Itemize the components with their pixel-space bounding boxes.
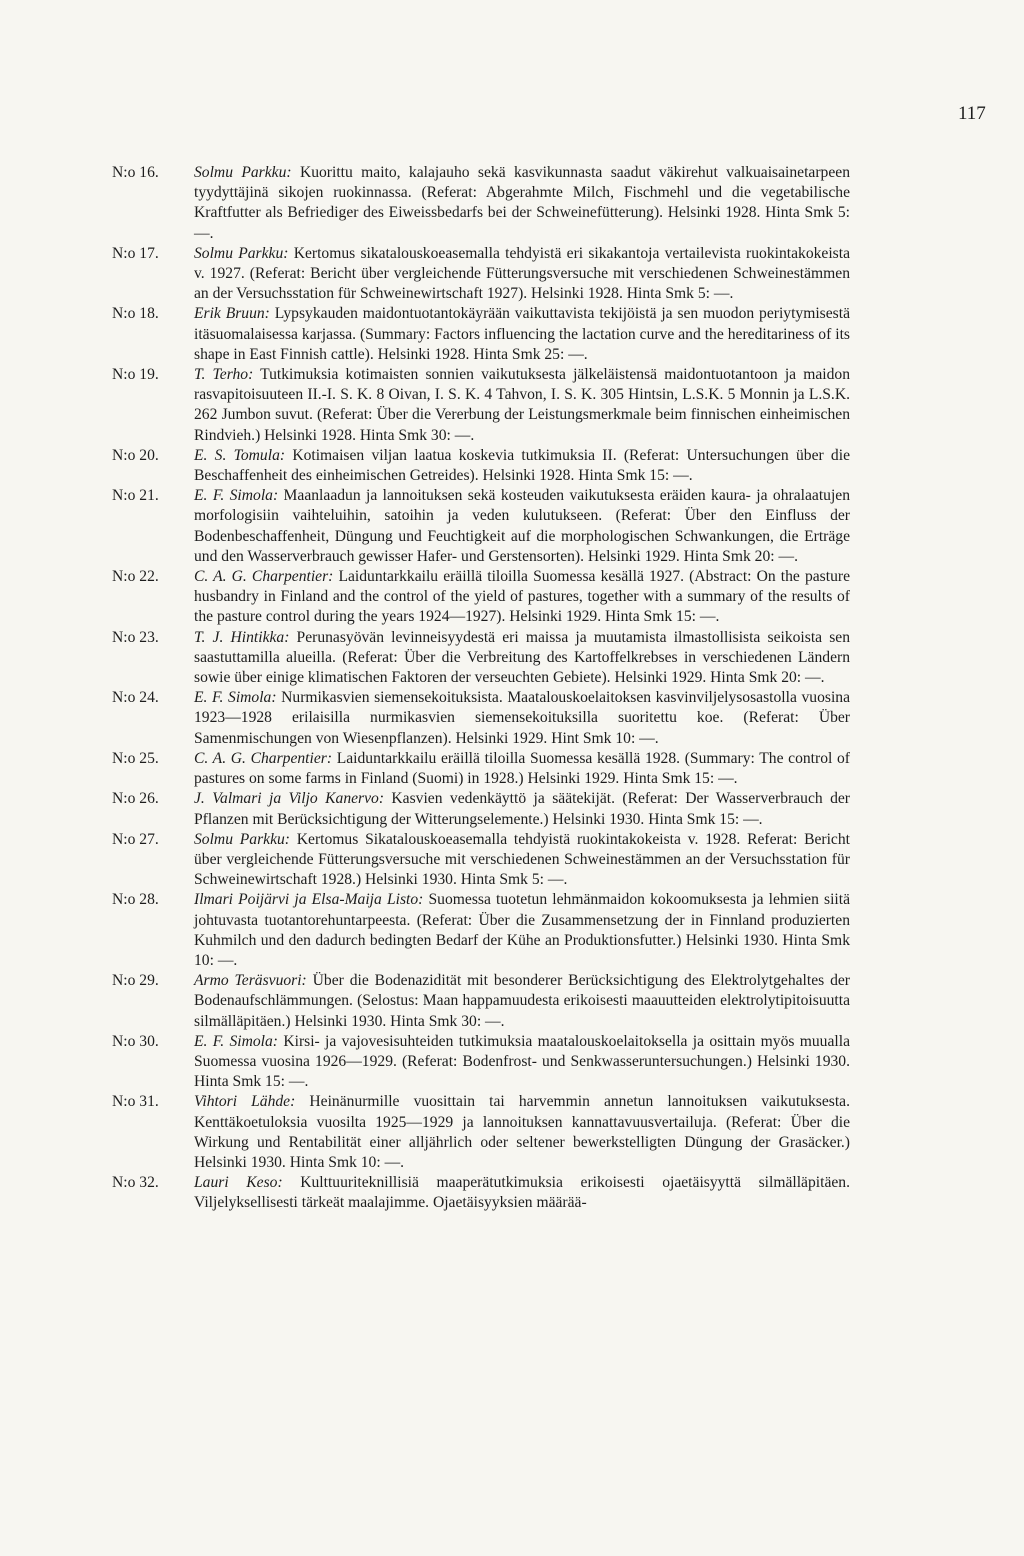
entry-description: Kirsi- ja vajovesisuhteiden tutkimuksia maatalouskoelaitoksella ja osittain myös muualla Suomessa vuosina 1926—1929. (Referat: Bodenfrost- und Senkwasseruntersuchungen.) Helsinki 1930. Hinta Smk 15: —. bbox=[194, 1032, 850, 1091]
entry-list bbox=[112, 163, 850, 1214]
entry-text bbox=[194, 830, 850, 891]
entry-author: Erik Bruun: bbox=[194, 305, 270, 323]
list-item bbox=[112, 163, 850, 244]
entry-author: Ilmari Poijärvi ja Elsa-Maija Listo: bbox=[194, 891, 424, 909]
entry-number: N:o 21. bbox=[112, 487, 159, 505]
entry-author: E. S. Tomula: bbox=[194, 446, 286, 464]
list-item bbox=[112, 486, 850, 567]
list-item bbox=[112, 789, 850, 829]
entry-description: Lypsykauden maidontuotantokäyrään vaikuttavista tekijöistä ja sen muodon periytymisestä itäsuomalaisessa karjassa. (Summary: Factors influencing the lactation curve and the hereditariness of its shape in East Finnish cattle). Helsinki 1928. Hinta Smk 25: —. bbox=[194, 305, 850, 363]
list-item bbox=[112, 304, 850, 365]
list-item bbox=[112, 688, 850, 749]
entry-number: N:o 29. bbox=[112, 972, 159, 990]
entry-number: N:o 27. bbox=[112, 830, 159, 848]
list-item bbox=[112, 628, 850, 689]
entry-text bbox=[194, 486, 850, 567]
entry-description: Kotimaisen viljan laatua koskevia tutkimuksia II. (Referat: Untersuchungen über die Beschaffenheit des einheimischen Getreides). Helsinki 1928. Hinta Smk 15: —. bbox=[194, 446, 850, 485]
entry-description: Kulttuuriteknillisiä maaperätutkimuksia erikoisesti ojaetäisyyttä silmälläpitäen. Viljelyksellisesti tärkeät maalajimme. Ojaetäisyyksien määrää- bbox=[194, 1174, 850, 1212]
entry-description: Laiduntarkkailu eräillä tiloilla Suomessa kesällä 1928. (Summary: The control of pastures on some farms in Finland (Suomi) in 1928.) Helsinki 1929. Hinta Smk 15: —. bbox=[194, 749, 850, 788]
list-item bbox=[112, 749, 850, 789]
entry-description: Kertomus Sikatalouskoeasemalla tehdyistä ruokintakokeista v. 1928. Referat: Bericht über vergleichende Fütterungsversuche mit verschiedenen Schweinestämmen an der Versuchsstation für Schweinewirtschaft 1928.) Helsinki 1930. Hinta Smk 5: —. bbox=[194, 830, 850, 889]
entry-number: N:o 31. bbox=[112, 1093, 159, 1111]
entry-number: N:o 25. bbox=[112, 749, 159, 767]
entry-text bbox=[194, 1092, 850, 1173]
entry-number: N:o 18. bbox=[112, 305, 159, 323]
entry-author: E. F. Simola: bbox=[194, 689, 277, 707]
entry-number: N:o 24. bbox=[112, 689, 159, 707]
entry-description: Kertomus sikatalouskoeasemalla tehdyistä eri sikakantoja vertailevista ruokintakokeista v. 1927. (Referat: Bericht über vergleichende Fütterungsversuche mit verschiedenen Schweinestämmen an der Versuchsstation für Schweinewirtschaft 1927). Helsinki 1928. Hinta Smk 5: —. bbox=[194, 244, 850, 303]
list-item bbox=[112, 244, 850, 305]
entry-text bbox=[194, 789, 850, 829]
list-item bbox=[112, 1173, 850, 1213]
list-item bbox=[112, 1092, 850, 1173]
entry-text bbox=[194, 567, 850, 628]
entry-text bbox=[194, 890, 850, 971]
entry-number: N:o 17. bbox=[112, 244, 159, 262]
entry-description: Laiduntarkkailu eräillä tiloilla Suomessa kesällä 1927. (Abstract: On the pasture husbandry in Finland and the control of the yield of pastures, together with a summary of the results of the pasture control during the years 1924—1927). Helsinki 1929. Hinta Smk 15: —. bbox=[194, 568, 850, 626]
entry-description: Kasvien vedenkäyttö ja säätekijät. (Referat: Der Wasserverbrauch der Pflanzen mit Berücksichtigung der Witterungselemente.) Helsinki 1930. Hinta Smk 15: —. bbox=[194, 790, 850, 828]
entry-number: N:o 30. bbox=[112, 1032, 159, 1050]
entry-description: Kuorittu maito, kalajauho sekä kasvikunnasta saadut väkirehut valkuaisainetarpeen tyydyttäjinä sikojen ruokinnassa. (Referat: Abgerahmte Milch, Fischmehl und die vegetabilische Kraftfutter als Befriediger des Eiweissbedarfs bei der Schweinefütterung). Helsinki 1928. Hinta Smk 5: —. bbox=[194, 164, 850, 242]
entry-description: Tutkimuksia kotimaisten sonnien vaikutuksesta jälkeläistensä maidontuotantoon ja maidon rasvapitoisuuteen II.-I. S. K. 8 Oivan, I. S. K. 4 Tahvon, I. S. K. 305 Hintsin, L.S.K. 5 Monnin ja L.S.K. 262 Jumbon suvut. (Referat: Über die Vererbung der Leistungsmerkmale beim finnischen einheimischen Rindvieh.) Helsinki 1928. Hinta Smk 30: —. bbox=[194, 366, 850, 444]
list-item bbox=[112, 830, 850, 891]
entry-author: Solmu Parkku: bbox=[194, 164, 292, 181]
entry-description: Perunasyövän levinneisyydestä eri maissa ja muutamista ilmastollisista seikoista sen saastuttamilla alueilla. (Referat: Über die Verbreitung des Kartoffelkrebses in verschiedenen Ländern sowie über einige klimatischen Faktoren der verseuchten Gebiete). Helsinki 1929. Hinta Smk 20: —. bbox=[194, 628, 850, 687]
entry-text bbox=[194, 749, 850, 789]
list-item bbox=[112, 446, 850, 486]
entry-author: T. Terho: bbox=[194, 366, 254, 384]
entry-author: T. J. Hintikka: bbox=[194, 628, 290, 646]
entry-text bbox=[194, 304, 850, 365]
entry-description: Über die Bodenazidität mit besonderer Berücksichtigung des Elektrolytgehaltes der Bodenaufschlämmungen. (Selostus: Maan happamuudesta erikoisesti maauutteiden elektrolytipitoisuutta silmälläpitäen.) Helsinki 1930. Hinta Smk 30: —. bbox=[194, 972, 850, 1030]
entry-text bbox=[194, 446, 850, 486]
entry-number: N:o 26. bbox=[112, 790, 159, 808]
entry-number: N:o 32. bbox=[112, 1174, 159, 1192]
entry-text bbox=[194, 1032, 850, 1093]
entry-text bbox=[194, 163, 850, 244]
entry-text bbox=[194, 365, 850, 446]
entry-number: N:o 20. bbox=[112, 446, 159, 464]
entry-author: Solmu Parkku: bbox=[194, 244, 289, 262]
entry-author: E. F. Simola: bbox=[194, 487, 279, 505]
list-item bbox=[112, 365, 850, 446]
entry-description: Nurmikasvien siemensekoituksista. Maatalouskoelaitoksen kasvinviljelysosastolla vuosina 1923—1928 erilaisilla nurmikasvien siemensekoituksilla suoritettu koe. (Referat: Über Samenmischungen von Wiesenpflanzen). Helsinki 1929. Hint Smk 10: —. bbox=[194, 689, 850, 747]
entry-author: Solmu Parkku: bbox=[194, 830, 290, 848]
entry-number: N:o 22. bbox=[112, 568, 159, 586]
entry-author: Vihtori Lähde: bbox=[194, 1093, 296, 1111]
entry-author: C. A. G. Charpentier: bbox=[194, 568, 334, 586]
entry-number: N:o 28. bbox=[112, 891, 159, 909]
entry-author: J. Valmari ja Viljo Kanervo: bbox=[194, 790, 385, 808]
entry-description: Suomessa tuotetun lehmänmaidon kokoomuksesta ja lehmien siitä johtuvasta tuotantorehuntarpeesta. (Referat: Über die Zusammensetzung der in Finnland produzierten Kuhmilch und den dadurch bedingten Bedarf der Kühe an Produktionsfutter.) Helsinki 1930. Hinta Smk 10: —. bbox=[194, 891, 851, 969]
page-number: 117 bbox=[958, 103, 986, 124]
entry-author: Lauri Keso: bbox=[194, 1174, 283, 1192]
entry-number: N:o 16. bbox=[112, 164, 159, 181]
entry-author: E. F. Simola: bbox=[194, 1032, 279, 1050]
list-item bbox=[112, 567, 850, 628]
entry-number: N:o 23. bbox=[112, 628, 159, 646]
entry-text bbox=[194, 971, 850, 1032]
list-item bbox=[112, 971, 850, 1032]
entry-text bbox=[194, 244, 850, 305]
entry-author: Armo Teräsvuori: bbox=[194, 972, 307, 990]
list-item bbox=[112, 890, 850, 971]
list-item bbox=[112, 1032, 850, 1093]
entry-description: Heinänurmille vuosittain tai harvemmin annetun lannoituksen vaikutuksesta. Kenttäkoetuloksia vuosilta 1925—1929 ja lannoituksen kannattavuusvertailuja. (Referat: Über die Wirkung und Rentabilität einer alljährlich oder seltener bewerkstelligten Düngung der Grasäcker.) Helsinki 1930. Hinta Smk 10: —. bbox=[194, 1093, 850, 1171]
entry-author: C. A. G. Charpentier: bbox=[194, 749, 333, 767]
entry-text bbox=[194, 1173, 850, 1213]
entry-text bbox=[194, 688, 850, 749]
entry-number: N:o 19. bbox=[112, 366, 159, 384]
entry-text bbox=[194, 628, 850, 689]
entry-description: Maanlaadun ja lannoituksen sekä kosteuden vaikutuksesta eräiden kaura- ja ohralaatujen morfologisiin vaihteluihin, satoihin ja veden kulutukseen. (Referat: Über den Einfluss der Bodenbeschaffenheit, Düngung und Feuchtigkeit auf die morphologischen Schwankungen, die Erträge und den Wasserverbrauch gewisser Hafer- und Gerstensorten). Helsinki 1929. Hinta Smk 20: —. bbox=[194, 487, 850, 565]
